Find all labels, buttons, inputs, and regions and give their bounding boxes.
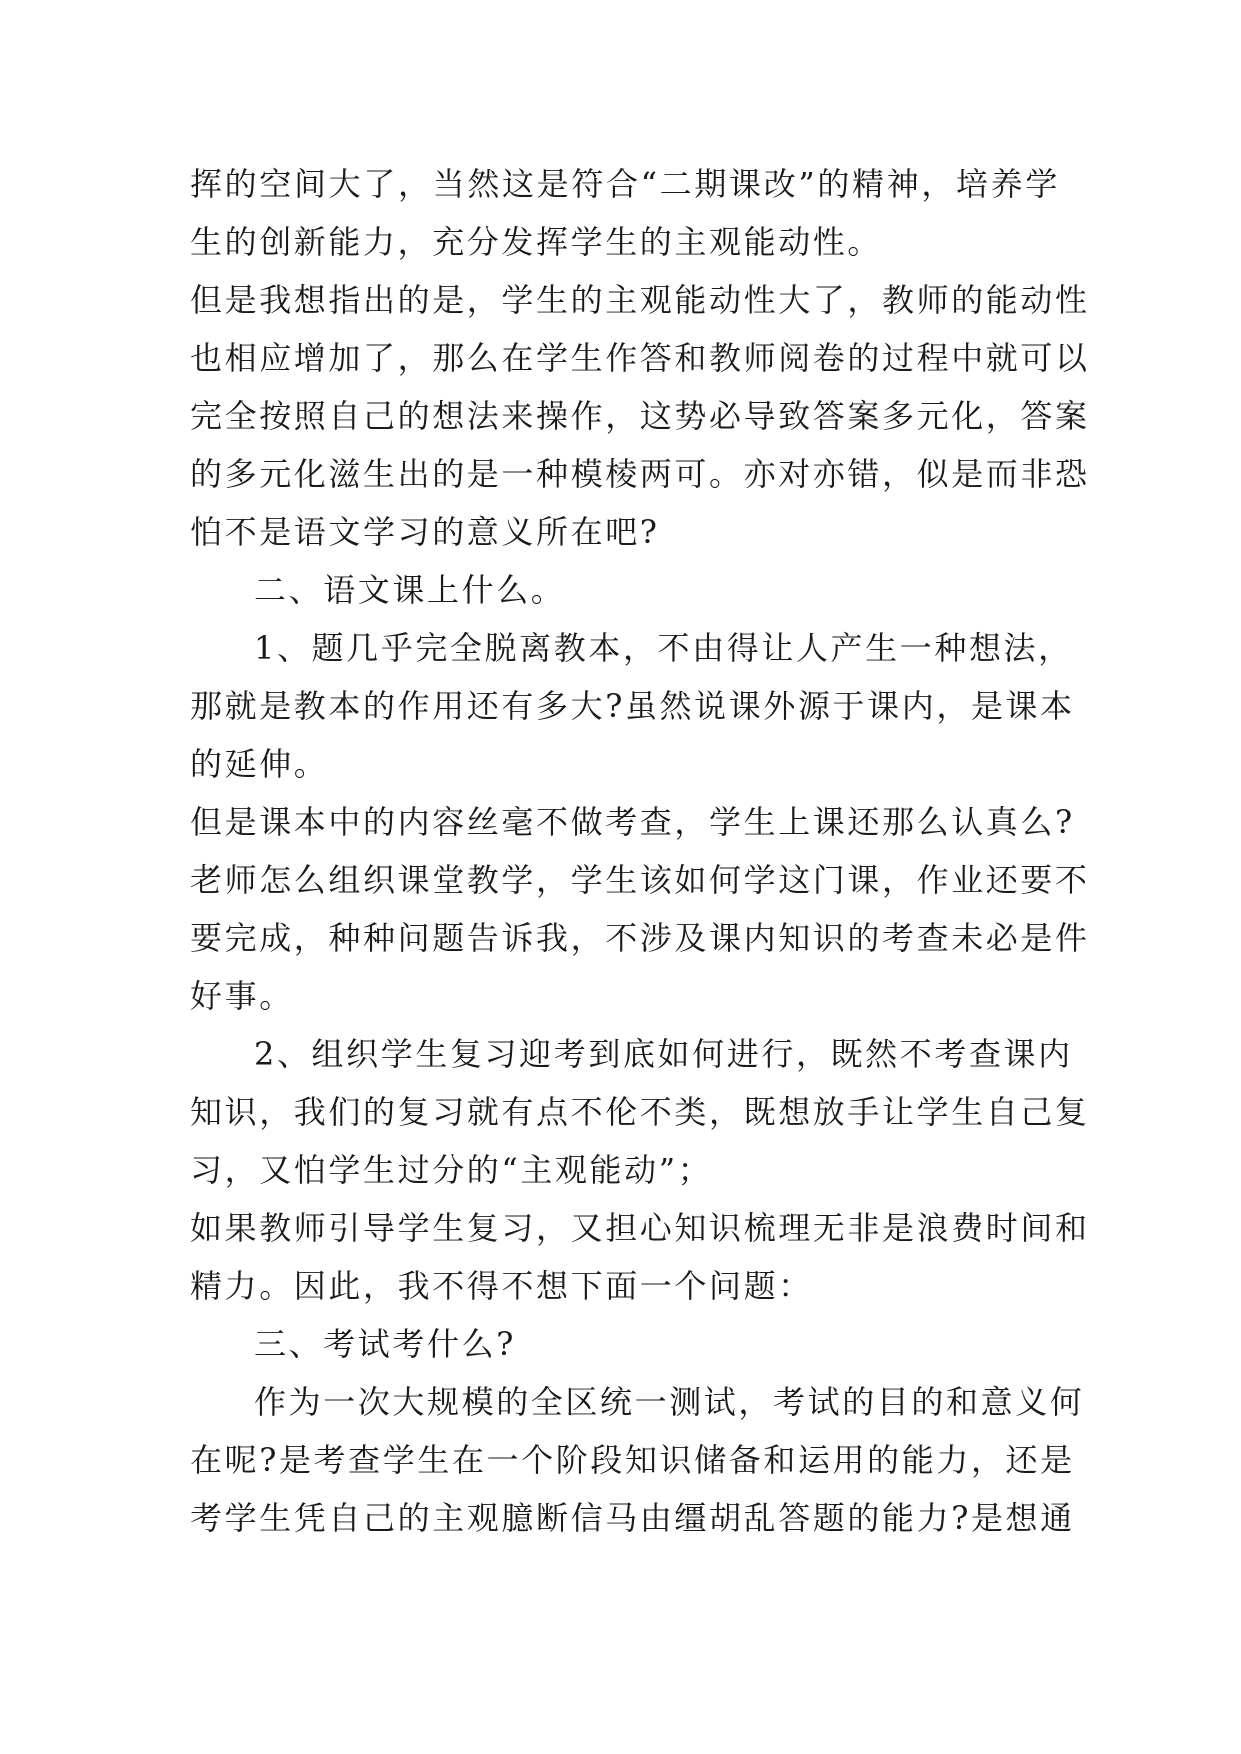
text-line: 习，又怕学生过分的“主观能动”； [190,1151,713,1189]
text-line: 的延伸。 [190,745,329,783]
text-line: 老师怎么组织课堂教学，学生该如何学这门课，作业还要不 [190,861,1090,899]
section-heading: 三、考试考什么? [254,1325,516,1363]
text-line: 也相应增加了，那么在学生作答和教师阅卷的过程中就可以 [190,339,1090,377]
text-line: 要完成，种种问题告诉我，不涉及课内知识的考查未必是件 [190,919,1090,957]
text-line: 知识，我们的复习就有点不伦不类，既想放手让学生自己复 [190,1093,1090,1131]
text-line: 挥的空间大了，当然这是符合“二期课改”的精神，培养学 [190,165,1060,203]
text-line: 那就是教本的作用还有多大?虽然说课外源于课内，是课本 [190,687,1075,725]
text-line: 好事。 [190,977,294,1015]
text-line: 考学生凭自己的主观臆断信马由缰胡乱答题的能力?是想通 [190,1499,1075,1537]
text-line: 1、题几乎完全脱离教本，不由得让人产生一种想法， [254,629,1073,667]
text-line: 2、组织学生复习迎考到底如何进行，既然不考查课内 [254,1035,1073,1073]
text-line: 精力。因此，我不得不想下面一个问题： [190,1267,813,1305]
text-line: 生的创新能力，充分发挥学生的主观能动性。 [190,223,883,261]
text-line: 完全按照自己的想法来操作，这势必导致答案多元化，答案 [190,397,1090,435]
text-line: 在呢?是考查学生在一个阶段知识储备和运用的能力，还是 [190,1441,1075,1479]
text-line: 作为一次大规模的全区统一测试，考试的目的和意义何 [254,1383,1085,1421]
text-line: 但是我想指出的是，学生的主观能动性大了，教师的能动性 [190,281,1090,319]
text-line: 怕不是语文学习的意义所在吧? [190,513,660,551]
section-heading: 二、语文课上什么。 [254,571,566,609]
text-line: 如果教师引导学生复习，又担心知识梳理无非是浪费时间和 [190,1209,1090,1247]
text-line: 但是课本中的内容丝毫不做考查，学生上课还那么认真么? [190,803,1075,841]
text-line: 的多元化滋生出的是一种模棱两可。亦对亦错，似是而非恐 [190,455,1090,493]
